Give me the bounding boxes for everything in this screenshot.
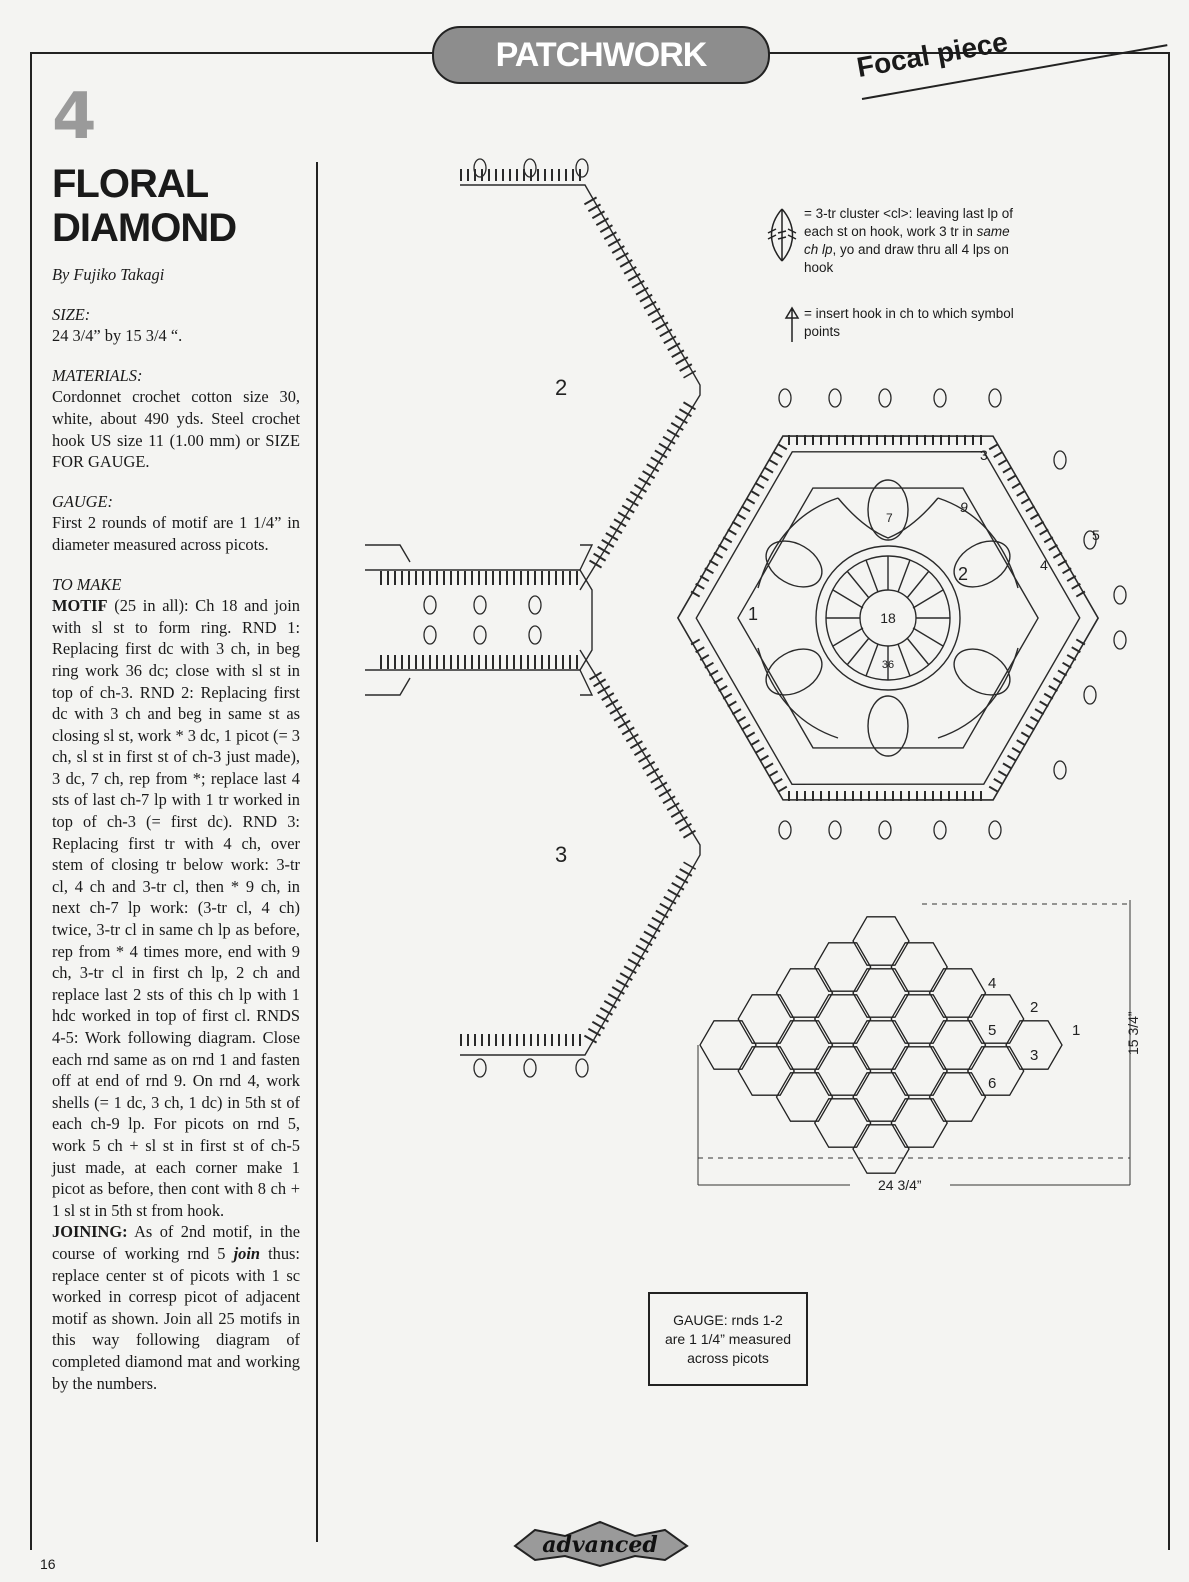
layout-hexagon [777,1073,833,1121]
layout-hexagon [930,1021,986,1069]
round-label-4: 4 [1040,557,1048,573]
layout-hexagon [815,1099,871,1147]
layout-hexagon [853,1073,909,1121]
pattern-number: 4 [52,80,97,154]
hex-number-1: 1 [1072,1022,1081,1039]
layout-hexagon [738,995,794,1043]
gauge-box-line-1: GAUGE: rnds 1-2 [673,1311,783,1328]
layout-hexagon [930,969,986,1017]
layout-hexagon [777,1021,833,1069]
hex-number-5: 5 [988,1022,997,1039]
insert-legend: = insert hook in ch to which symbol points [804,306,1014,339]
layout-diagram [690,890,1150,1200]
advanced-badge [505,1516,695,1570]
layout-hexagon [891,1047,947,1095]
cluster-legend-em: same ch lp [804,224,1010,257]
joining-text-b: thus: replace center st of picots with 1 sc worked in corresp picot of adjacent motif as shown. Join all 25 motifs in this way following diagram of completed diamond mat and working by the numbers. [52,1243,300,1393]
width-dimension: 24 3/4” [878,1177,922,1193]
layout-hexagon [853,917,909,965]
section-banner [432,26,770,84]
round-label-5: 5 [1092,527,1100,543]
instructions-column [52,264,300,1394]
banner-text: PATCHWORK [495,35,707,74]
title-line-2: DIAMOND [52,206,237,250]
size-label: SIZE: [52,304,91,324]
layout-hexagon [777,969,833,1017]
round-label-1: 1 [748,604,759,624]
layout-hexagon [891,1099,947,1147]
motif-label-2: 2 [555,375,568,400]
layout-hexagon [853,1125,909,1173]
title-line-1: FLORAL [52,162,209,206]
hex-number-6: 6 [988,1075,997,1092]
page-number: 16 [40,1556,56,1572]
layout-hexagon [815,1047,871,1095]
tomake-label: TO MAKE [52,574,122,594]
center-ch-count: 18 [880,610,896,626]
round-label-3: 3 [980,447,988,463]
gauge-box [648,1292,808,1386]
gauge-text: First 2 rounds of motif are 1 1/4” in diameter measured across picots. [52,513,300,554]
size-text: 24 3/4” by 15 3/4 “. [52,326,183,346]
round-label-2: 2 [958,564,969,584]
pattern-title [52,162,236,250]
layout-hexagon [815,943,871,991]
layout-hexagon [700,1021,756,1069]
motif-label: MOTIF [52,596,108,616]
joining-text-a: As of 2nd motif, in the course of working rnd 5 [52,1222,300,1263]
tagline: Focal piece [854,26,1011,84]
cluster-legend-b: , yo and draw thru all 4 lps on hook [804,242,1009,275]
round-label-9: 9 [960,499,968,515]
gauge-label: GAUGE: [52,491,113,511]
layout-hexagon [930,1073,986,1121]
byline: By Fujiko Takagi [52,265,165,284]
height-dimension: 15 3/4” [1125,1011,1141,1055]
layout-hexagon [738,1047,794,1095]
joining-label: JOINING: [52,1222,128,1242]
gauge-box-line-3: across picots [687,1349,769,1366]
layout-hexagon [891,943,947,991]
hex-number-3: 3 [1030,1047,1039,1064]
hex-number-2: 2 [1030,999,1039,1016]
motif-text: (25 in all): Ch 18 and join with sl st to form ring. RND 1: Replacing first dc with 3 ch, in beg ring work 36 dc; close with sl st in top of ch-3. RND 2: Replacing first dc with 3 ch and beg in same st as closing sl st, work * 3 dc, 1 picot (= 3 ch, sl st in first st of ch-3 just made), 3 dc, 7 ch, rep from *; replace last 4 sts of last ch-7 lp with 1 tr worked in top of ch-3 (= first dc). RND 3: Replacing first tr with 4 ch, over stem of closing tr below work: 3-tr cl, 4 ch and 3-tr cl, then * 9 ch, in next ch-7 lp work: (3-tr cl, 4 ch) twice, 3-tr cl in same ch lp as before, rep from * 4 times more, end with 9 ch, 3-tr cl in first ch lp, 2 ch and replace last 2 sts of this ch lp with 1 hdc worked in top of first cl. RNDS 4-5: Work following diagram. Close each rnd same as on rnd 1 and fasten off at end of rnd 9. On rnd 4, work shells (= 1 dc, 3 ch, 1 dc) in 5th st of each ch-9 lp. For picots on rnd 5, work 5 ch + sl st in first st of ch-5 just made, at each corner make 1 picot as before, then cont with 8 ch + 1 sl st in 5th st from hook. [52,596,300,1220]
layout-hexagon [853,1021,909,1069]
round-label-7: 7 [886,511,893,525]
layout-hexagon [815,995,871,1043]
layout-hexagon [891,995,947,1043]
materials-text: Cordonnet crochet cotton size 30, white, about 490 yds. Steel crochet hook US size 11 (1.00 mm) or SIZE FOR GAUGE. [52,387,300,472]
layout-hexagon [853,969,909,1017]
materials-label: MATERIALS: [52,365,143,385]
badge-text: advanced [542,1532,658,1558]
column-divider [316,162,318,1542]
motif-label-3: 3 [555,842,568,867]
gauge-box-line-2: are 1 1/4” measured [664,1330,792,1347]
cluster-legend-a: = 3-tr cluster <cl>: leaving last lp of each st on hook, work 3 tr in [804,206,1013,239]
inner-dc-count: 36 [881,659,895,671]
hex-number-4: 4 [988,975,997,992]
joining-join: join [233,1243,261,1263]
